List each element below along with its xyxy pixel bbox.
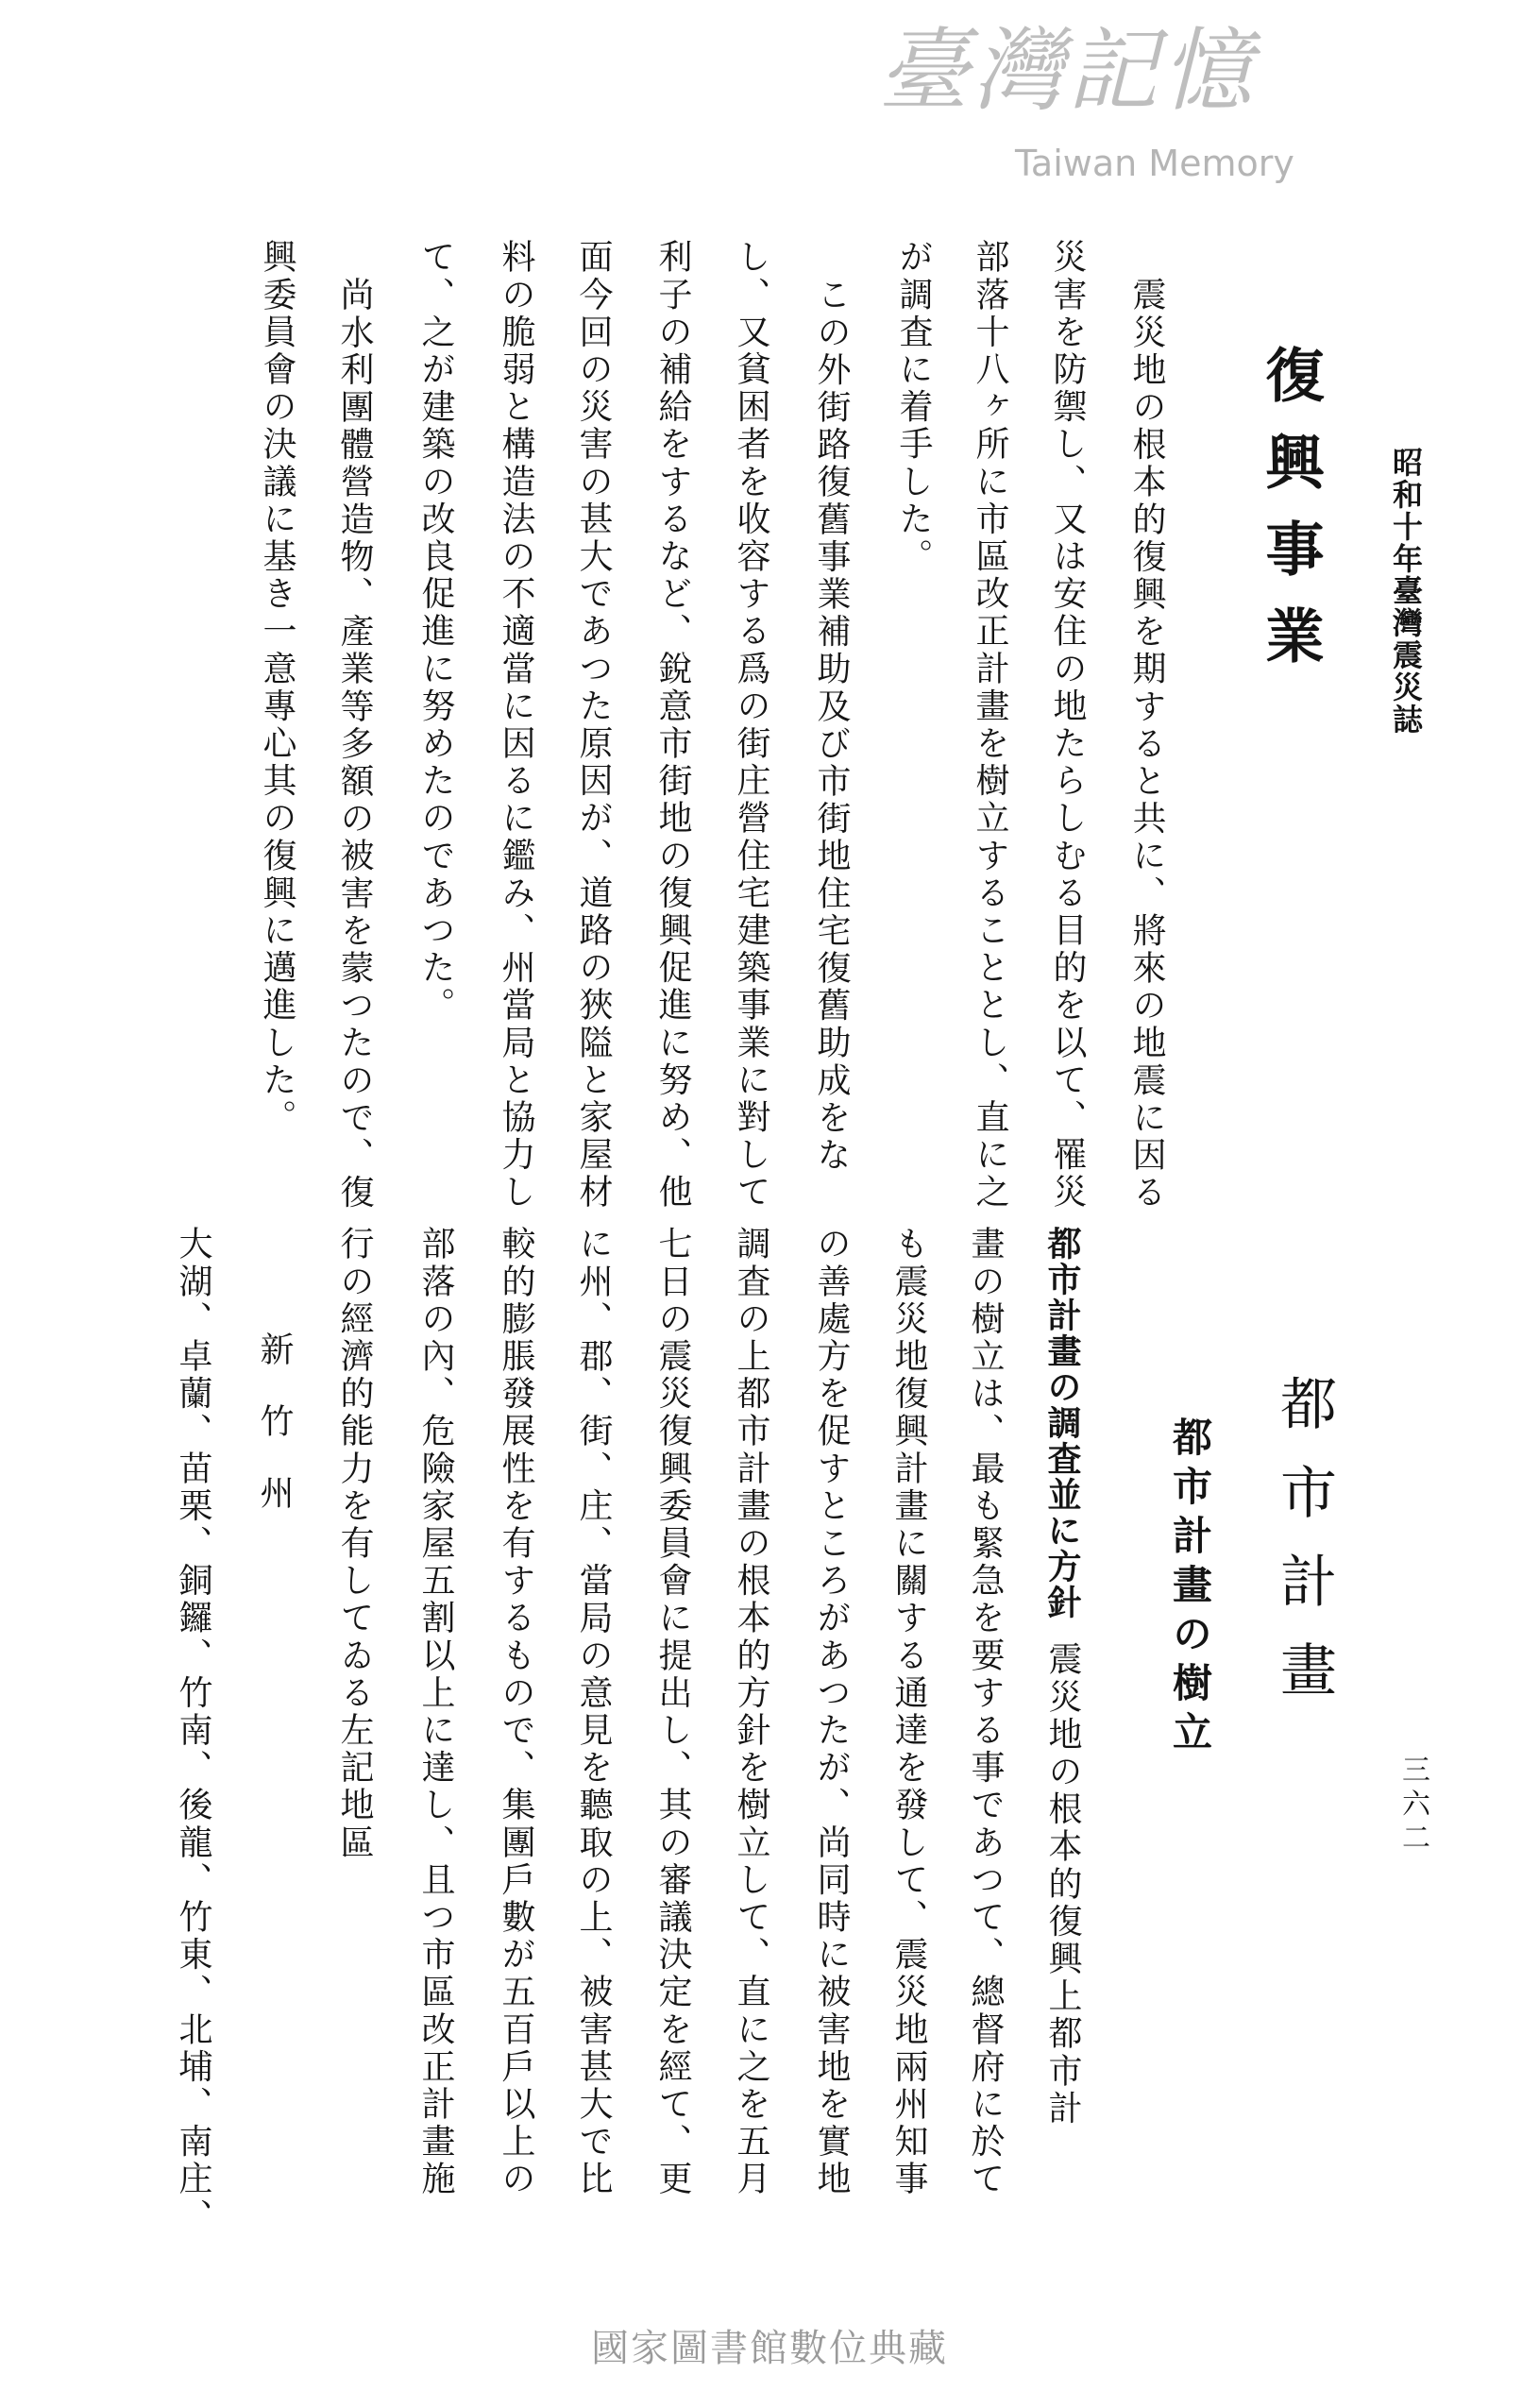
- text-line: も震災地復興計畫に關する通達を發して、震災地兩州知事: [889, 1226, 928, 2198]
- page-number: 三六二: [1396, 1755, 1429, 1857]
- text-line: に州、郡、街、庄、當局の意見を聽取の上、被害甚大で比: [574, 1226, 613, 2198]
- text-line: の善處方を促すところがあつたが、尚同時に被害地を實地: [812, 1226, 851, 2198]
- text-run: 震災地の根本的復興上都市計: [1043, 1641, 1082, 2128]
- run-in-heading: 都市計畫の調査並に方針: [1042, 1226, 1082, 1620]
- text-line: 尚水利團體營造物、產業等多額の被害を蒙つたので、復: [335, 277, 374, 1212]
- text-line: 較的膨脹發展性を有するもので、集團戶數が五百戶以上の: [497, 1226, 535, 2198]
- text-line: て、之が建築の改良促進に努めたのであつた。: [416, 239, 455, 1025]
- text-line: 部落十八ヶ所に市區改正計畫を樹立することとし、直に之: [971, 239, 1009, 1212]
- text-line: 七日の震災復興委員會に提出し、其の審議決定を經て、更: [653, 1226, 692, 2198]
- text-line: [1041, 1226, 1083, 2128]
- text-line: 興委員會の決議に基き一意專心其の復興に邁進した。: [258, 239, 296, 1137]
- text-line: 災害を防禦し、又は安住の地たらしむる目的を以て、罹災: [1048, 239, 1087, 1212]
- text-line: 面今回の災害の甚大であつた原因が、道路の狹隘と家屋材: [574, 239, 613, 1212]
- text-line: この外街路復舊事業補助及び市街地住宅復舊助成をな: [812, 277, 851, 1175]
- text-line: 畫の樹立は、最も緊急を要する事であつて、總督府に於て: [966, 1226, 1005, 2198]
- text-line: 利子の補給をするなど、銳意市街地の復興促進に努め、他: [653, 239, 692, 1212]
- text-line: し、又貧困者を收容する爲の街庄營住宅建築事業に對して: [732, 239, 770, 1212]
- text-line: 料の脆弱と構造法の不適當に因るに鑑み、州當局と協力し: [497, 239, 535, 1212]
- running-head: 昭和十年臺灣震災誌: [1388, 447, 1424, 736]
- region-heading: 新 竹 州: [255, 1331, 294, 1511]
- text-line: 大湖、卓蘭、苗栗、銅鑼、竹南、後龍、竹東、北埔、南庄、: [174, 1226, 212, 2236]
- text-line: 行の經濟的能力を有してゐる左記地區: [335, 1226, 374, 1862]
- text-line: が調査に着手した。: [894, 239, 933, 576]
- subsection-title: 都市計畫の樹立: [1167, 1416, 1213, 1760]
- watermark-cjk: 臺灣記憶: [878, 18, 1256, 124]
- chapter-title: 都市計畫: [1271, 1374, 1337, 1729]
- text-line: 震災地の根本的復興を期すると共に、將來の地震に因る: [1127, 277, 1166, 1212]
- watermark-en: Taiwan Memory: [1015, 143, 1294, 184]
- section-title: 復興事業: [1256, 345, 1325, 692]
- watermark-logo: [878, 19, 1312, 198]
- footer-credit: 國家圖書館數位典藏: [591, 2327, 948, 2370]
- text-line: 部落の內、危險家屋五割以上に達し、且つ市區改正計畫施: [416, 1226, 455, 2198]
- text-line: 調査の上都市計畫の根本的方針を樹立して、直に之を五月: [732, 1226, 770, 2198]
